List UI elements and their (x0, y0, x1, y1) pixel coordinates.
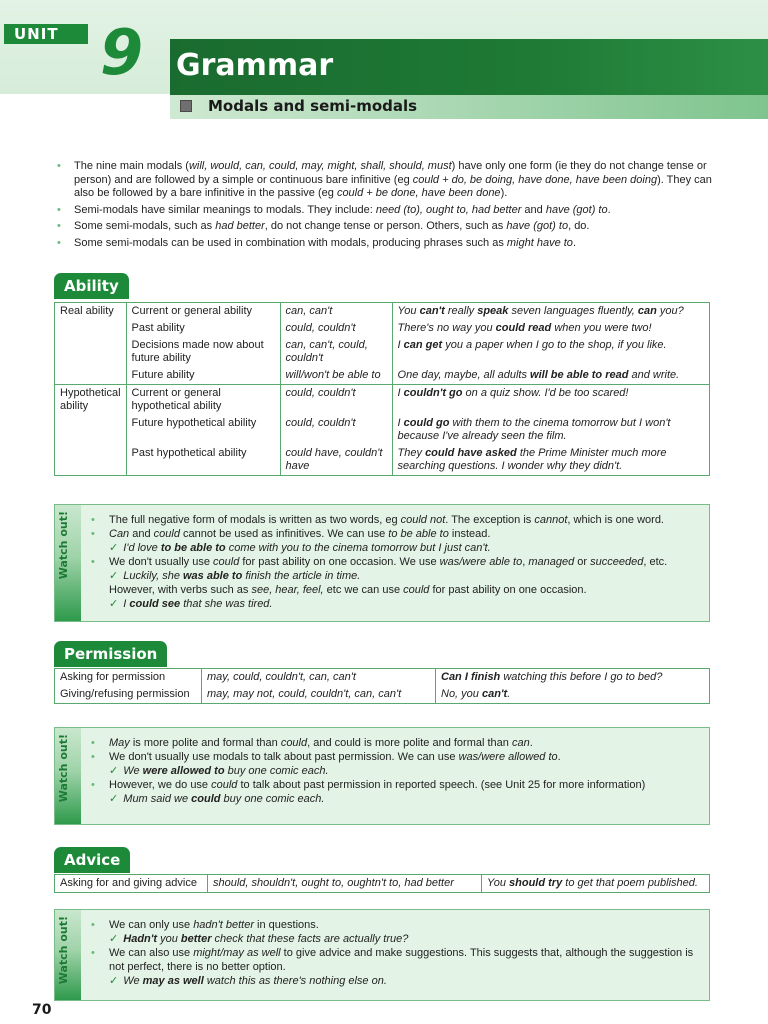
watch-out-item (89, 555, 701, 611)
advice-table (54, 874, 710, 893)
check-icon: ✓ (109, 975, 119, 987)
check-icon: ✓ (109, 542, 119, 554)
table-cell-forms: may, could, couldn't, can, can't (202, 669, 436, 687)
table-cell-use: Future hypothetical ability (126, 415, 280, 445)
check-icon: ✓ (109, 598, 119, 610)
example-line: ✓ We were allowed to buy one comic each. (109, 765, 329, 777)
table-cell-use: Future ability (126, 367, 280, 385)
table-row (55, 686, 710, 704)
permission-table (54, 668, 710, 704)
table-cell-example: You can't really speak seven languages fluently, can you? (397, 305, 684, 317)
example-line: ✓ Hadn't you better check that these facts are actually true? (109, 933, 409, 945)
check-icon: ✓ (109, 793, 119, 805)
table-cell-group (55, 445, 127, 476)
watch-out-list (89, 918, 701, 988)
table-cell-forms: could, couldn't (280, 320, 392, 337)
intro-item: • Semi-modals have similar meanings to modals. They include: need (to), ought to, had better and have (got) to. (54, 204, 714, 218)
table-cell-forms: may, may not, could, couldn't, can, can't (202, 686, 436, 704)
table-cell-forms: can, can't, could, couldn't (280, 337, 392, 367)
table-row (55, 367, 710, 385)
example-line: ✓ We may as well watch this as there's nothing else on. (109, 975, 387, 987)
table-cell-use: Giving/refusing permission (55, 686, 202, 704)
intro-list (54, 160, 714, 253)
table-cell-example: I can get you a paper when I go to the shop, if you like. (397, 339, 667, 351)
intro-item: • The nine main modals (will, would, can, could, may, might, shall, should, must) have only one form (ie they do not change tense or person) and are followed by a simple or continuous bare infinitive (eg could + do, be doing, have done, have been doing). They can also be followed by a bare infinitive in the passive (eg could + be done, have been done). (54, 160, 714, 201)
table-cell-group (55, 415, 127, 445)
table-cell-use: Past hypothetical ability (126, 445, 280, 476)
table-cell-group: Hypothetical ability (55, 385, 127, 416)
watch-out-list (89, 736, 701, 806)
table-cell-example: I could go with them to the cinema tomorrow but I won't because I've already seen the film. (397, 417, 671, 442)
table-cell-forms: could have, couldn't have (280, 445, 392, 476)
table-cell-forms: can, can't (280, 303, 392, 321)
page-number: 70 (32, 1002, 52, 1018)
example-line: ✓ I'd love to be able to come with you to the cinema tomorrow but I just can't. (109, 542, 491, 554)
check-icon: ✓ (109, 933, 119, 945)
watch-out-label: Watch out! (57, 916, 70, 985)
table-cell-example: No, you can't. (441, 688, 511, 700)
table-cell-use: Past ability (126, 320, 280, 337)
watch-out-text: We don't usually use could for past ability on one occasion. We use was/were able to, managed or succeeded, etc. (109, 556, 668, 568)
table-row (55, 445, 710, 476)
watch-out-box-ability (54, 504, 710, 622)
watch-out-side-bar (55, 728, 81, 824)
intro-item: • Some semi-modals can be used in combination with modals, producing phrases such as might have to. (54, 237, 714, 251)
table-cell-group (55, 320, 127, 337)
watch-out-text: However, we do use could to talk about past permission in reported speech. (see Unit 25 for more information) (109, 779, 646, 791)
table-cell-example: There's no way you could read when you were two! (397, 322, 652, 334)
watch-out-side-bar (55, 505, 81, 621)
watch-out-box-permission (54, 727, 710, 825)
table-row (55, 875, 710, 893)
watch-out-item (89, 527, 701, 555)
example-line: ✓ Luckily, she was able to finish the article in time. (109, 570, 361, 582)
watch-out-text: Can and could cannot be used as infinitives. We can use to be able to instead. (109, 528, 491, 540)
table-row (55, 337, 710, 367)
table-row (55, 415, 710, 445)
unit-label: UNIT (14, 25, 59, 43)
watch-out-item (89, 750, 701, 778)
section-heading-advice: Advice (54, 847, 130, 873)
table-cell-use: Asking for permission (55, 669, 202, 687)
ability-table (54, 302, 710, 476)
table-cell-example: Can I finish watching this before I go to bed? (441, 671, 663, 683)
section-heading-permission: Permission (54, 641, 167, 667)
table-cell-forms: could, couldn't (280, 385, 392, 416)
watch-out-text: We don't usually use modals to talk about past permission. We can use was/were allowed to. (109, 751, 561, 763)
table-row (55, 669, 710, 687)
watch-out-item (89, 918, 701, 946)
table-cell-example: They could have asked the Prime Minister much more searching questions. I wonder why they didn't. (397, 447, 667, 472)
watch-out-item: • May is more polite and formal than could, and could is more polite and formal than can. (89, 736, 701, 750)
table-row (55, 385, 710, 416)
section-heading-ability: Ability (54, 273, 129, 299)
table-cell-group (55, 337, 127, 367)
watch-out-text: However, with verbs such as see, hear, feel, etc we can use could for past ability on one occasion. (109, 584, 587, 596)
page-subtitle: Modals and semi-modals (208, 97, 418, 115)
table-cell-example: You should try to get that poem published. (487, 877, 698, 889)
check-icon: ✓ (109, 570, 119, 582)
table-cell-example: I couldn't go on a quiz show. I'd be too scared! (392, 385, 709, 416)
watch-out-list (89, 513, 701, 611)
table-cell-use: Current or general hypothetical ability (126, 385, 280, 416)
watch-out-text: We can only use hadn't better in questions. (109, 919, 319, 931)
table-cell-group: Real ability (55, 303, 127, 321)
table-cell-example: One day, maybe, all adults will be able to read and write. (397, 369, 680, 381)
watch-out-item: • The full negative form of modals is written as two words, eg could not. The exception is cannot, which is one word. (89, 513, 701, 527)
watch-out-text: We can also use might/may as well to give advice and make suggestions. This suggests that, although the suggestion is not perfect, there is no better option. (109, 947, 694, 973)
table-row (55, 303, 710, 321)
check-icon: ✓ (109, 765, 119, 777)
table-cell-use: Asking for and giving advice (55, 875, 208, 893)
watch-out-label: Watch out! (57, 511, 70, 580)
intro-item: • Some semi-modals, such as had better, do not change tense or person. Others, such as have (got) to, do. (54, 220, 714, 234)
example-line: ✓ I could see that she was tired. (109, 598, 273, 610)
unit-number: 9 (100, 16, 144, 89)
watch-out-label: Watch out! (57, 734, 70, 803)
example-line: ✓ Mum said we could buy one comic each. (109, 793, 325, 805)
table-row (55, 320, 710, 337)
watch-out-item (89, 778, 701, 806)
table-cell-group (55, 367, 127, 385)
page-title: Grammar (176, 48, 334, 83)
table-cell-forms: could, couldn't (280, 415, 392, 445)
table-cell-forms: should, shouldn't, ought to, oughtn't to, had better (208, 875, 482, 893)
watch-out-side-bar (55, 910, 81, 1000)
square-bullet-icon (180, 100, 192, 112)
table-cell-forms: will/won't be able to (280, 367, 392, 385)
watch-out-box-advice (54, 909, 710, 1001)
watch-out-item (89, 946, 701, 988)
table-cell-use: Decisions made now about future ability (126, 337, 280, 367)
table-cell-use: Current or general ability (126, 303, 280, 321)
